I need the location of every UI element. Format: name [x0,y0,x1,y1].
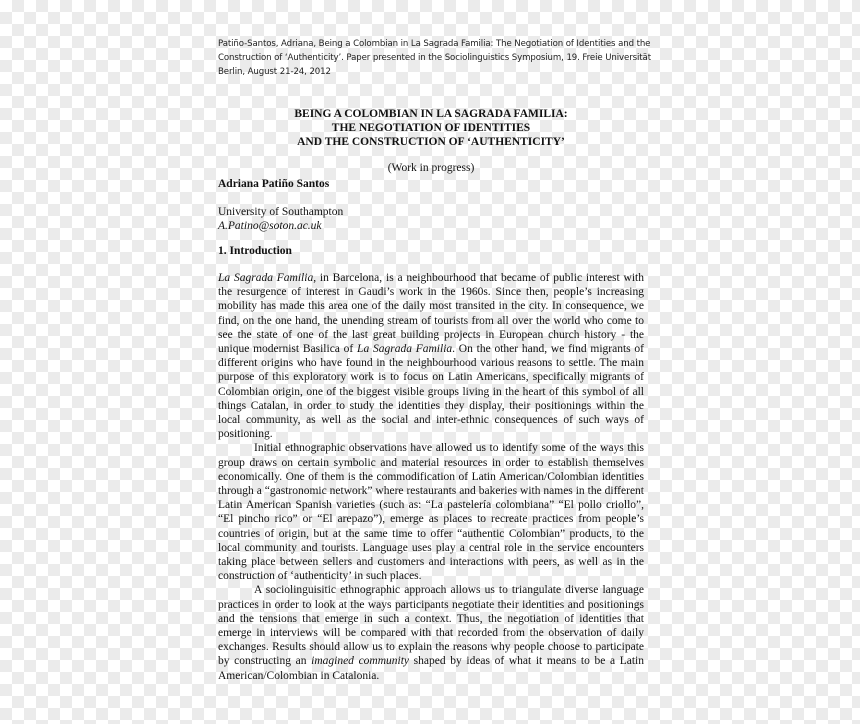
work-status: (Work in progress) [387,162,475,174]
paragraph-3-italic-b: imagined community [311,655,410,668]
paragraph-2: Initial ethnographic observations have allowed us to identify some of the ways this group draws on certain symbolic and material resources in order to establish themselves economically. One of them is the commodification of Latin American/Colombian identities through a “gastronomic network” where restaurants and bakeries with names in the different Latin American Spanish varieties (such as: “La pastelería colombiana” “El pollo criollo”, “El pincho rico” or “El arepazo”), emerge as places to recreate practices from people’s countries of origin, but at the same time to offer “authentic Colombian” products, to the local community and tourists. Language uses play a central role in the service encounters taking place between sellers and customers and interactions with peers, as well as in the construction of ‘authenticity’ in such places. [218,442,644,583]
author-name: Adriana Patiño Santos [218,178,330,190]
citation-line-2: Construction of ‘Authenticity’. Paper presented in the Sociolinguistics Symposium, 19. Freie Universität [218,53,651,63]
title-line-1: BEING A COLOMBIAN IN LA SAGRADA FAMILIA: [294,108,568,120]
paragraph-3-text-c: shaped by ideas of what it means to be a Latin American/Colombian in Catalonia. [218,655,644,682]
paragraph-1 [218,271,644,441]
body-text [218,271,644,683]
paragraph-3 [218,583,644,682]
citation-line-1: Patiño-Santos, Adriana, Being a Colombian in La Sagrada Familia: The Negotiation of Identities and the [218,39,651,49]
paragraph-1-lead-italic: La Sagrada Familia [218,272,314,284]
title-line-2: THE NEGOTIATION OF IDENTITIES [331,122,531,134]
section-heading: 1. Introduction [218,245,292,257]
citation-header [218,37,658,79]
paragraph-1-italic-b: La Sagrada Familia [357,343,453,356]
paragraph-1-text-a: , in Barcelona, is a neighbourhood that became of public interest with the resurgence of interest in Gaudi’s work in the 1960s. Since then, people’s increasing mobility has made this area one of the daily most transited in the city. In consequence, we find, on the one hand, the unending stream of tourists from all over the world who come to see the state of one of the last great building projects in European church history - the unique modernist Basilica of [218,272,644,356]
paper-title [218,107,644,149]
affiliation-block [218,205,343,233]
university: University of Southampton [218,206,344,218]
title-line-3: AND THE CONSTRUCTION OF ‘AUTHENTICITY’ [297,136,565,148]
citation-line-3: Berlin, August 21-24, 2012 [218,67,331,77]
paragraph-3-text-a: A sociolinguisitic ethnographic approach allows us to triangulate diverse language practices in order to look at the ways participants negotiate their identities and positionings and the tensions that emerge in such a context. Thus, the negotiation of identities that emerge in interviews will be compared with that recorded from the observation of daily exchanges. Results should allow us to explain the reasons why people choose to participate by constructing an [218,584,644,668]
author-email: A.Patino@soton.ac.uk [218,220,322,232]
paragraph-1-text-c: . On the other hand, we find migrants of different origins who have found in the neighbourhood various reasons to settle. The main purpose of this exploratory work is to focus on Latin Americans, specifically migrants of Colombian origin, one of the biggest visible groups living in the heart of this symbol of all things Catalan, in order to study the identities they display, their positionings within the local community, as well as the social and inter-ethnic consequences of such ways of positioning. [218,343,644,441]
